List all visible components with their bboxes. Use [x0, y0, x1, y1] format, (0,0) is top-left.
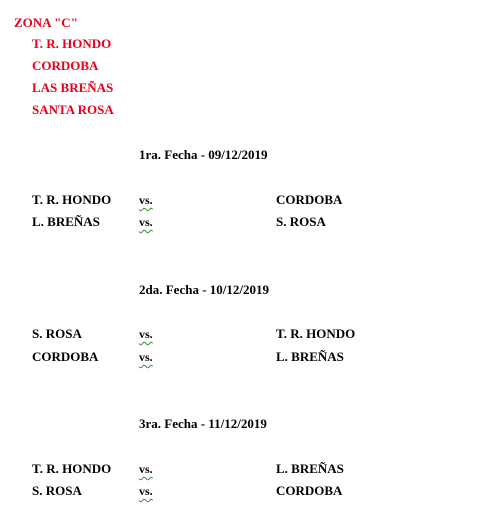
round-2-match-1-away: T. R. HONDO [276, 326, 356, 341]
zone-title: ZONA "C" [14, 15, 78, 30]
round-3-match-2-away: CORDOBA [276, 483, 343, 498]
round-1-match-1-home: T. R. HONDO [32, 192, 112, 207]
round-3-match-1-away: L. BREÑAS [276, 461, 344, 476]
zone-team-3: LAS BREÑAS [32, 80, 114, 95]
zone-team-1: T. R. HONDO [32, 36, 112, 51]
zone-team-2: CORDOBA [32, 58, 99, 73]
round-2-match-2-away: L. BREÑAS [276, 349, 344, 364]
round-1-heading: 1ra. Fecha - 09/12/2019 [139, 147, 268, 162]
round-3-match-2-home: S. ROSA [32, 483, 82, 498]
round-3-match-1-vs: vs. [139, 462, 153, 476]
round-3-match-1-home: T. R. HONDO [32, 461, 112, 476]
round-1-match-1-away: CORDOBA [276, 192, 343, 207]
round-1-match-2-away: S. ROSA [276, 214, 326, 229]
round-2-match-2-home: CORDOBA [32, 349, 99, 364]
round-2-heading: 2da. Fecha - 10/12/2019 [139, 282, 269, 297]
round-3-heading: 3ra. Fecha - 11/12/2019 [139, 416, 267, 431]
round-2-match-1-home: S. ROSA [32, 326, 82, 341]
round-2-match-1-vs: vs. [139, 327, 153, 341]
round-1-match-1-vs: vs. [139, 193, 153, 207]
zone-team-4: SANTA ROSA [32, 102, 114, 117]
round-1-match-2-vs: vs. [139, 215, 153, 229]
round-3-match-2-vs: vs. [139, 484, 153, 498]
round-1-match-2-home: L. BREÑAS [32, 214, 100, 229]
round-2-match-2-vs: vs. [139, 350, 153, 364]
